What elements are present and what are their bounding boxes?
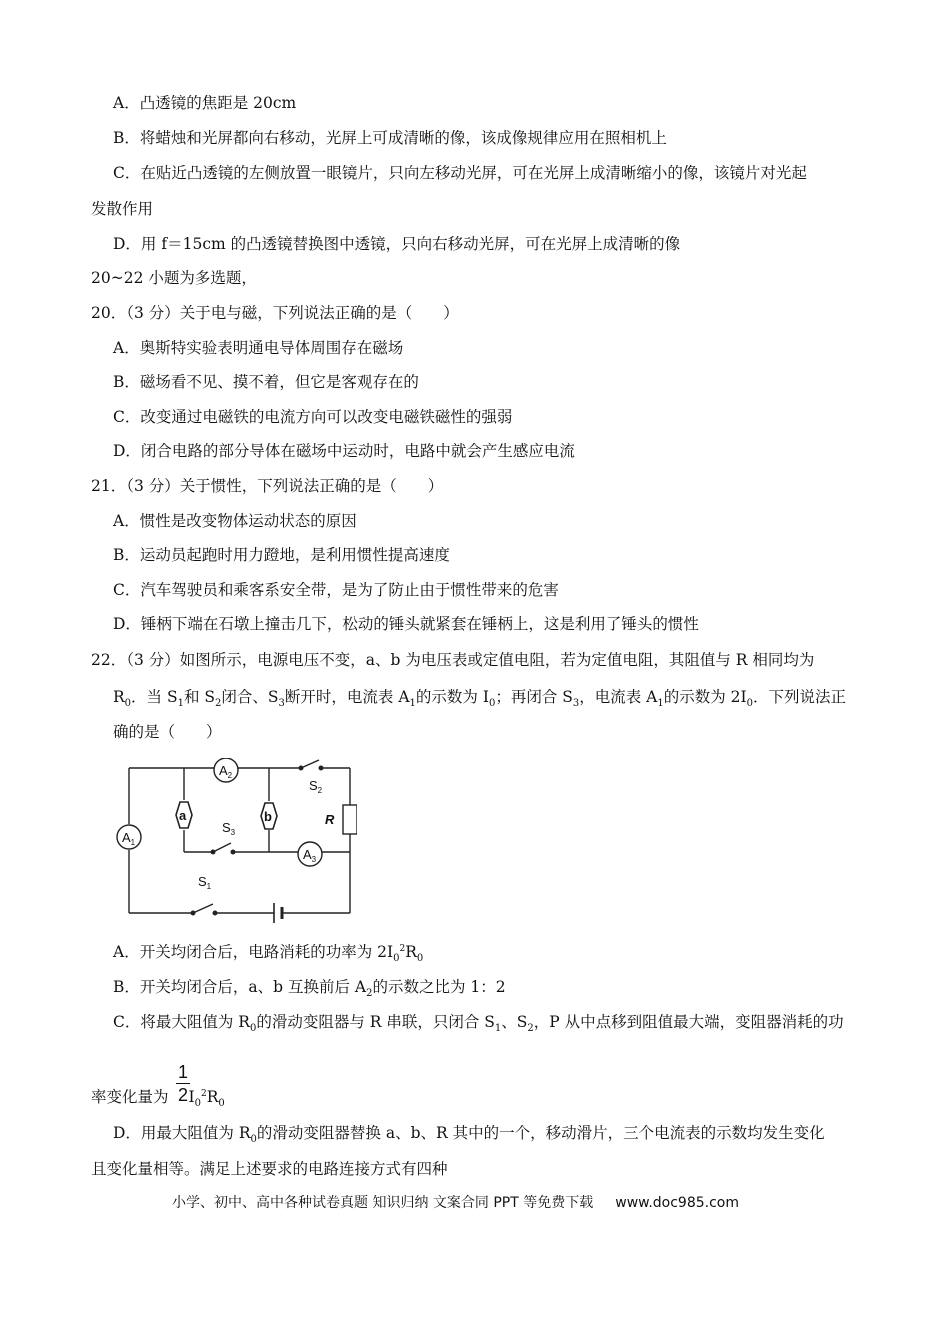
q21-option-b: B．运动员起跑时用力蹬地，是利用惯性提高速度 <box>113 546 450 564</box>
q21-option-a: A．惯性是改变物体运动状态的原因 <box>113 512 357 530</box>
q21-option-d: D．锤柄下端在石墩上撞击几下，松动的锤头就紧套在锤柄上，这是利用了锤头的惯性 <box>113 615 699 633</box>
component-a-label: a <box>179 808 187 823</box>
section-note: 20~22 小题为多选题， <box>91 269 257 287</box>
q20-option-c: C．改变通过电磁铁的电流方向可以改变电磁铁磁性的强弱 <box>113 408 513 426</box>
circuit-diagram <box>112 758 357 928</box>
fraction-one-half <box>176 1062 190 1105</box>
q22-option-b: B．开关均闭合后，a、b 互换前后 $A_2$的示数之比为 1：2 <box>113 978 506 999</box>
q20-option-b: B．磁场看不见、摸不着，但它是客观存在的 <box>113 373 419 391</box>
q19-option-c: C．在贴近凸透镜的左侧放置一眼镜片，只向左移动光屏，可在光屏上成清晰缩小的像，该镜片对光起 <box>113 164 807 182</box>
fraction-bar <box>176 1083 190 1084</box>
component-b-label: b <box>264 809 272 824</box>
q22-stem-line1: 22．（3 分）如图所示，电源电压不变，a、b 为电压表或定值电阻，若为定值电阻，其阻值与 R 相同均为 <box>91 651 815 669</box>
q19-option-b: B．将蜡烛和光屏都向右移动，光屏上可成清晰的像，该成像规律应用在照相机上 <box>113 129 667 147</box>
switch-s3-label: $S_3$ <box>222 820 236 837</box>
q22-option-d: D．用最大阻值为 $R_0$的滑动变阻器替换 a、b、R 其中的一个，移动滑片，三个电流表的示数均发生变化 <box>113 1124 825 1145</box>
q22-option-a: A．开关均闭合后，电路消耗的功率为 $2I_0^2R_0$ <box>113 943 424 964</box>
switch-s3 <box>211 843 235 854</box>
switch-s2-label: $S_2$ <box>309 778 323 795</box>
switch-s1 <box>191 904 217 915</box>
ammeter-a3-label: $A_3$ <box>303 847 317 864</box>
battery-icon <box>274 903 282 923</box>
q21-stem: 21．（3 分）关于惯性，下列说法正确的是（ ） <box>91 477 444 495</box>
ammeter-a2-label: $A_2$ <box>219 763 233 780</box>
ammeter-a1-label: $A_1$ <box>122 830 136 847</box>
q20-option-d: D．闭合电路的部分导体在磁场中运动时，电路中就会产生感应电流 <box>113 442 575 460</box>
switch-s1-label: $S_1$ <box>198 874 212 891</box>
q19-option-d: D．用 f＝15cm 的凸透镜替换图中透镜，只向右移动光屏，可在光屏上成清晰的像 <box>113 235 681 253</box>
footer-url[interactable]: www.doc985.com <box>615 1195 739 1211</box>
q22-option-c-cont: 率变化量为 $I_0^2R_0$ <box>91 1088 225 1109</box>
resistor-r <box>343 805 357 834</box>
page-footer <box>172 1192 739 1212</box>
resistor-r-label: R <box>325 812 335 827</box>
q20-stem: 20．（3 分）关于电与磁，下列说法正确的是（ ） <box>91 304 459 322</box>
q19-option-c-cont: 发散作用 <box>91 200 154 218</box>
q22-option-c: C．将最大阻值为 $R_0$的滑动变阻器与 R 串联，只闭合 $S_1$、$S_2$，P 从中点移到阻值最大端，变阻器消耗的功 <box>113 1013 844 1034</box>
q21-option-c: C．汽车驾驶员和乘客系安全带，是为了防止由于惯性带来的危害 <box>113 581 559 599</box>
switch-s2 <box>299 760 323 770</box>
q22-stem-line2: $R_0$．当 $S_1$和 $S_2$闭合、$S_3$断开时，电流表 $A_1$的示数为 $I_0$；再闭合 $S_3$，电流表 $A_1$的示数为 $2I_0$．下列说法正 <box>113 688 847 709</box>
q19-option-a: A．凸透镜的焦距是 20cm <box>113 94 297 112</box>
q20-option-a: A．奥斯特实验表明通电导体周围存在磁场 <box>113 339 404 357</box>
fraction-denominator: 2 <box>177 1085 188 1105</box>
q22-stem-line3: 确的是（ ） <box>113 723 222 741</box>
fraction-numerator: 1 <box>177 1062 188 1082</box>
q22-option-d-cont: 且变化量相等。满足上述要求的电路连接方式有四种 <box>91 1160 448 1178</box>
footer-text: 小学、初中、高中各种试卷真题 知识归纳 文案合同 PPT 等免费下载 <box>172 1195 594 1211</box>
